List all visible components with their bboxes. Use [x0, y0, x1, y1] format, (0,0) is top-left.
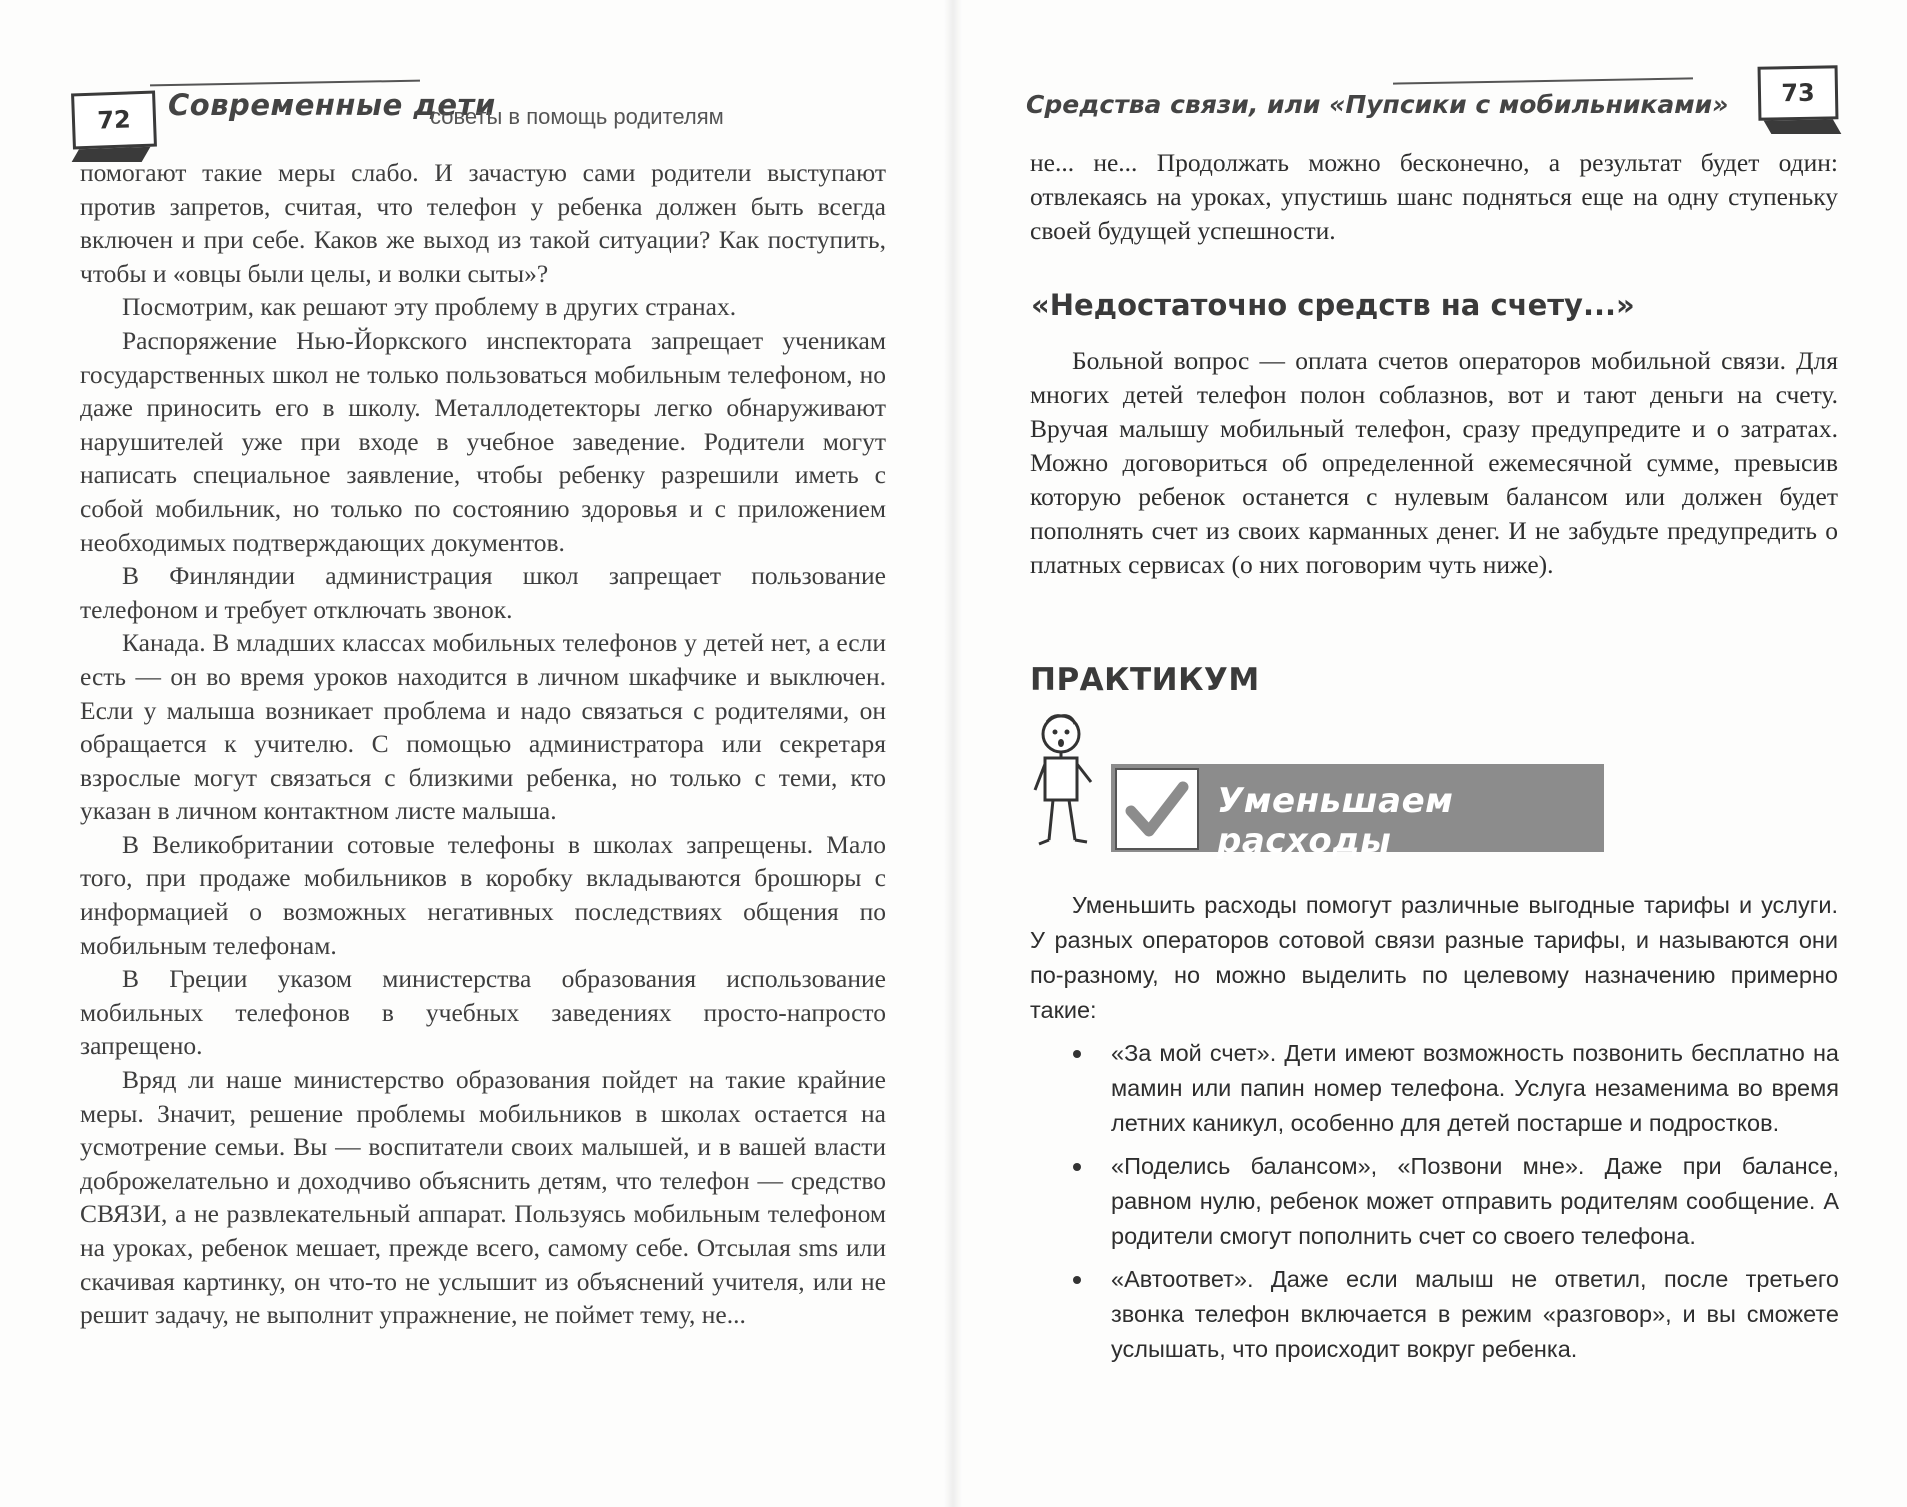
section-heading: «Недостаточно средств на счету...»: [1031, 288, 1635, 322]
paragraph: не... не... Продолжать можно бесконечно, а результат будет один: отвлекаясь на уроках, упустишь шанс подняться еще на одну ступеньку своей будущей успешности.: [1030, 148, 1838, 245]
page-number: 72: [71, 91, 157, 150]
bullet-icon: [1073, 1050, 1081, 1058]
checkmark-icon: [1125, 779, 1189, 839]
header-rule: [1393, 77, 1693, 84]
book-title: Современные дети: [168, 88, 496, 122]
boy-figure-icon: [1031, 712, 1113, 852]
paragraph: помогают такие меры слабо. И зачастую сами родители выступают против запретов, считая, что телефон у ребенка должен быть всегда включен и при себе. Каков же выход из такой ситуации? Как поступить, чтобы и «овцы были целы, и волки сыты»?: [80, 158, 886, 288]
paragraph: В Греции указом министерства образования использование мобильных телефонов в учебных заведениях просто-напросто запрещено.: [80, 964, 886, 1061]
left-body-text: [80, 156, 886, 1332]
list-item: [1031, 1036, 1839, 1141]
left-page: [0, 0, 953, 1507]
list-item-text: «Поделись балансом», «Позвони мне». Даже при балансе, равном нулю, ребенок может отправить родителям сообщение. А родители смогут пополнить счет со своего телефона.: [1111, 1153, 1839, 1249]
checkbox-frame: [1115, 768, 1199, 850]
page-number: 73: [1758, 65, 1839, 120]
practicum-intro: [1030, 888, 1838, 1028]
list-item-text: «За мой счет». Дети имеют возможность позвонить бесплатно на мамин или папин номер телефона. Услуга незаменима во время летних каникул, особенно для детей постарше и подростков.: [1111, 1040, 1839, 1136]
bullet-icon: [1073, 1276, 1081, 1284]
paragraph: В Великобритании сотовые телефоны в школах запрещены. Мало того, при продаже мобильников в коробку вкладываются брошюры с информацией о возможных негативных последствиях общения по мобильным телефонам.: [80, 829, 886, 960]
list-item: [1031, 1262, 1839, 1367]
header-rule: [150, 80, 420, 87]
paragraph: Распоряжение Нью-Йоркского инспектората запрещает ученикам государственных школ не только пользоваться мобильным телефоном, но даже приносить его в школу. Металлодетекторы легко обнаруживают нарушителей уже при входе в учебное заведение. Родители могут написать специальное заявление, чтобы ребенку разрешили иметь с собой мобильник, но только по состоянию здоровья и с приложением необходимых подтверждающих документов.: [80, 325, 886, 557]
list-item-text: «Автоответ». Даже если малыш не ответил, после третьего звонка телефон включается в режим «разговор», и вы сможете услышать, что происходит вокруг ребенка.: [1111, 1266, 1839, 1362]
practicum-heading: ПРАКТИКУМ: [1030, 662, 1260, 698]
continuation-text: [1030, 146, 1838, 248]
paragraph: Посмотрим, как решают эту проблему в других странах.: [122, 292, 737, 322]
paragraph: Канада. В младших классах мобильных телефонов у детей нет, а если есть — он во время уроков находится в личном шкафчике и выключен. Если у малыша возникает проблема и надо связаться с родителями, он обращается к учителю. С помощью администратора или секретаря взрослые могут связаться с близкими ребенка, но только с теми, кто указан в личном контактном листе малыша.: [80, 628, 886, 826]
section-text: [1030, 344, 1838, 582]
tariff-list: [1031, 1036, 1839, 1375]
paragraph: Больной вопрос — оплата счетов операторов мобильной связи. Для многих детей телефон полон соблазнов, вот и тают деньги на счету. Вручая малышу мобильный телефон, сразу предупредите и о затратах. Можно договориться об определенной ежемесячной сумме, превысив которую ребенок останется с нулевым балансом или должен будет пополнять счет из своих карманных денег. И не забудьте предупредить о платных сервисах (о них поговорим чуть ниже).: [1030, 346, 1838, 579]
paragraph: Вряд ли наше министерство образования пойдет на такие крайние меры. Значит, решение проблемы мобильников в школах остается на усмотрение семьи. Вы — воспитатели своих малышей, и в вашей власти доброжелательно и доходчиво объяснить детям, что телефон — средство СВЯЗИ, а не развлекательный аппарат. Пользуясь мобильным телефоном на уроках, ребенок мешает, прежде всего, самому себе. Отсылая sms или скачивая картинку, он что-то не услышит из объяснений учителя, или не решит задачу, не выполнит упражнение, не поймет тему, не...: [80, 1065, 886, 1330]
chapter-title: Средства связи, или «Пупсики с мобильниками»: [1026, 90, 1729, 119]
list-item: [1031, 1149, 1839, 1254]
right-page: [953, 0, 1907, 1507]
bullet-icon: [1073, 1163, 1081, 1171]
practicum-banner: [1111, 764, 1604, 861]
banner-title: Уменьшаем расходы: [1217, 781, 1454, 861]
paragraph: Уменьшить расходы помогут различные выгодные тарифы и услуги. У разных операторов сотовой связи разные тарифы, и называются они по-разному, но можно выделить по целевому назначению примерно такие:: [1030, 892, 1838, 1023]
paragraph: В Финляндии администрация школ запрещает пользование телефоном и требует отключать звонок.: [80, 561, 886, 624]
book-subtitle: советы в помощь родителям: [430, 104, 724, 129]
